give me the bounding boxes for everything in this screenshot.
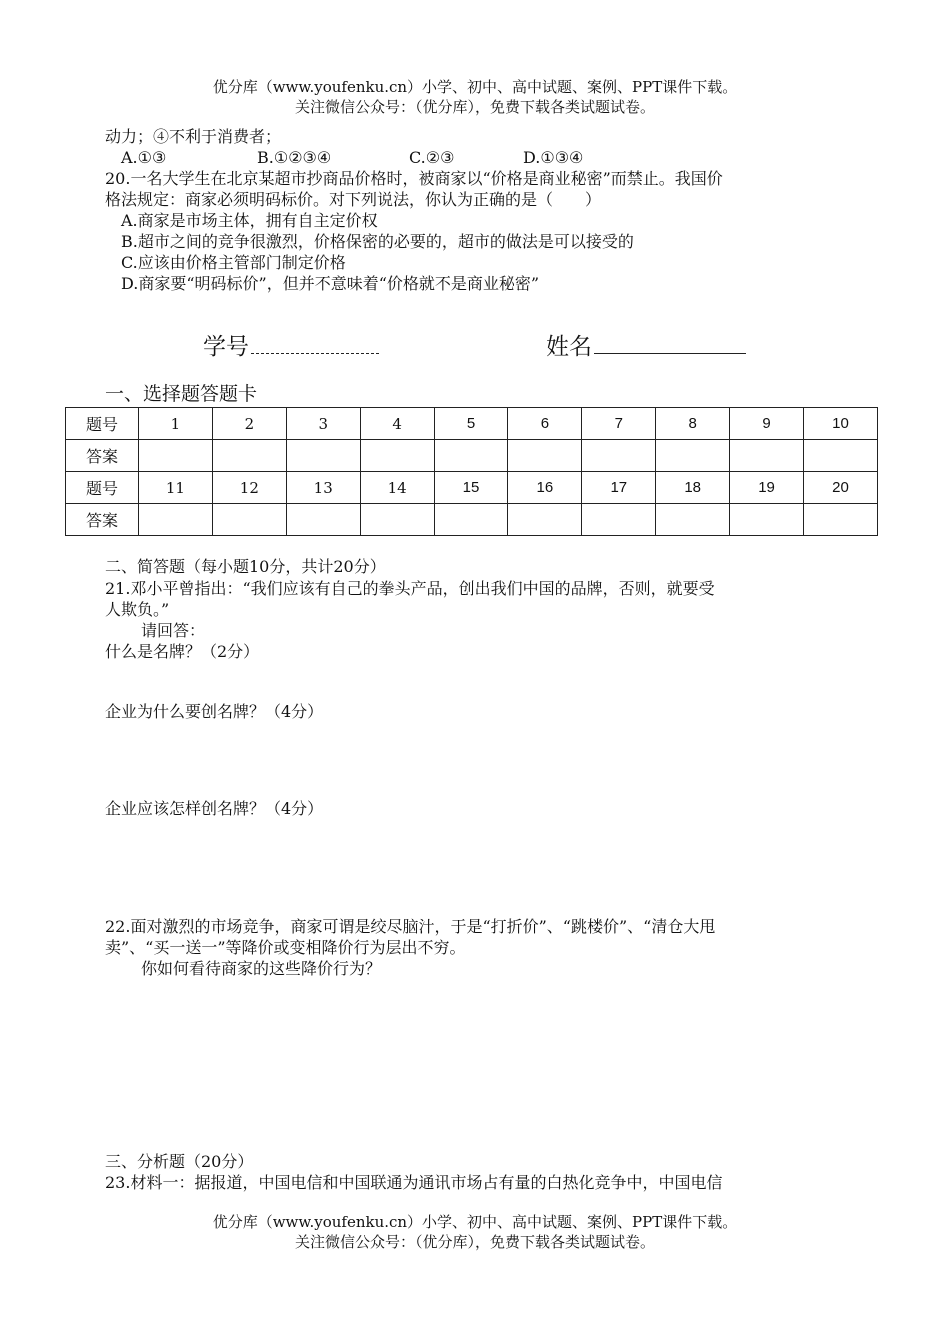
section1-title: 一、选择题答题卡: [105, 383, 258, 405]
q19-tail: 动力；④不利于消费者；: [105, 127, 282, 146]
student-id-field[interactable]: [203, 333, 379, 361]
q21-sub1: 什么是名牌？（2分）: [105, 642, 260, 661]
question-number: 6: [508, 408, 582, 440]
row-label-question: 题号: [66, 472, 139, 504]
answer-cell[interactable]: [804, 440, 878, 472]
answer-cell[interactable]: [730, 440, 804, 472]
q20-option-b: B.超市之间的竞争很激烈，价格保密的必要的，超市的做法是可以接受的: [121, 232, 634, 251]
question-number: 9: [730, 408, 804, 440]
question-number: 17: [582, 472, 656, 504]
answer-cell[interactable]: [656, 504, 730, 536]
q22-stem-line1: 22.面对激烈的市场竞争，商家可谓是绞尽脑汁，于是“打折价”、“跳楼价”、“清仓大甩: [105, 917, 716, 936]
question-number: 8: [656, 408, 730, 440]
student-id-blank[interactable]: [251, 339, 379, 354]
q20-option-d: D.商家要“明码标价”，但并不意味着“价格就不是商业秘密”: [121, 274, 540, 293]
q21-sub3: 企业应该怎样创名牌？（4分）: [105, 799, 324, 818]
question-number: 18: [656, 472, 730, 504]
answer-cell[interactable]: [434, 440, 508, 472]
q23-stem-line1: 23.材料一：据报道，中国电信和中国联通为通讯市场占有量的白热化竞争中，中国电信: [105, 1173, 723, 1192]
row-label-answer: 答案: [66, 504, 139, 536]
row-label-answer: 答案: [66, 440, 139, 472]
q20-option-c: C.应该由价格主管部门制定价格: [121, 253, 346, 272]
answer-cell[interactable]: [139, 504, 213, 536]
page-header-line2: 关注微信公众号：（优分库），免费下载各类试题试卷。: [294, 98, 655, 116]
answer-cell[interactable]: [360, 440, 434, 472]
question-number: 4: [360, 408, 434, 440]
answer-cell[interactable]: [804, 504, 878, 536]
answer-card-row-numbers-1: [66, 408, 878, 440]
page-header-line1: 优分库（www.youfenku.cn）小学、初中、高中试题、案例、PPT课件下载。: [212, 78, 738, 96]
q19-option-c: C.②③: [409, 148, 455, 167]
q20-stem-line2: 格法规定：商家必须明码标价。对下列说法，你认为正确的是（ ）: [105, 190, 602, 209]
q20-option-a: A.商家是市场主体，拥有自主定价权: [121, 211, 378, 230]
q22-stem-line2: 卖”、“买一送一”等降价或变相降价行为层出不穷。: [105, 938, 466, 957]
answer-cell[interactable]: [212, 440, 286, 472]
row-label-question: 题号: [66, 408, 139, 440]
question-number: 20: [804, 472, 878, 504]
question-number: 10: [804, 408, 878, 440]
q22-question: 你如何看待商家的这些降价行为？: [141, 959, 382, 978]
q21-stem-line2: 人欺负。”: [105, 600, 170, 619]
answer-cell[interactable]: [582, 440, 656, 472]
question-number: 13: [286, 472, 360, 504]
answer-cell[interactable]: [139, 440, 213, 472]
question-number: 3: [286, 408, 360, 440]
section3-title: 三、分析题（20分）: [105, 1152, 254, 1171]
question-number: 15: [434, 472, 508, 504]
student-name-blank[interactable]: [594, 339, 746, 354]
question-number: 5: [434, 408, 508, 440]
answer-card-row-answers-1: [66, 440, 878, 472]
answer-card-table: [65, 407, 878, 536]
q21-stem-line1: 21.邓小平曾指出：“我们应该有自己的拳头产品，创出我们中国的品牌，否则，就要受: [105, 579, 715, 598]
answer-cell[interactable]: [286, 504, 360, 536]
answer-cell[interactable]: [730, 504, 804, 536]
question-number: 12: [212, 472, 286, 504]
page-footer-line2: 关注微信公众号：（优分库），免费下载各类试题试卷。: [294, 1233, 655, 1251]
answer-cell[interactable]: [508, 440, 582, 472]
q19-option-a: A.①③: [121, 148, 167, 167]
student-name-field[interactable]: [546, 333, 746, 361]
question-number: 11: [139, 472, 213, 504]
q20-stem-line1: 20.一名大学生在北京某超市抄商品价格时，被商家以“价格是商业秘密”而禁止。我国价: [105, 169, 723, 188]
answer-card-row-numbers-2: [66, 472, 878, 504]
student-name-label: 姓名: [546, 334, 592, 360]
answer-cell[interactable]: [212, 504, 286, 536]
question-number: 16: [508, 472, 582, 504]
question-number: 1: [139, 408, 213, 440]
answer-cell[interactable]: [434, 504, 508, 536]
answer-cell[interactable]: [286, 440, 360, 472]
question-number: 19: [730, 472, 804, 504]
q19-option-b: B.①②③④: [257, 148, 332, 167]
answer-card-row-answers-2: [66, 504, 878, 536]
answer-cell[interactable]: [582, 504, 656, 536]
answer-cell[interactable]: [656, 440, 730, 472]
answer-cell[interactable]: [360, 504, 434, 536]
q19-option-d: D.①③④: [523, 148, 584, 167]
q21-prompt: 请回答：: [141, 621, 206, 640]
question-number: 2: [212, 408, 286, 440]
q21-sub2: 企业为什么要创名牌？（4分）: [105, 702, 324, 721]
page-footer-line1: 优分库（www.youfenku.cn）小学、初中、高中试题、案例、PPT课件下载。: [212, 1213, 738, 1231]
answer-cell[interactable]: [508, 504, 582, 536]
section2-title: 二、简答题（每小题10分，共计20分）: [105, 557, 386, 576]
question-number: 7: [582, 408, 656, 440]
question-number: 14: [360, 472, 434, 504]
student-id-label: 学号: [203, 334, 249, 360]
